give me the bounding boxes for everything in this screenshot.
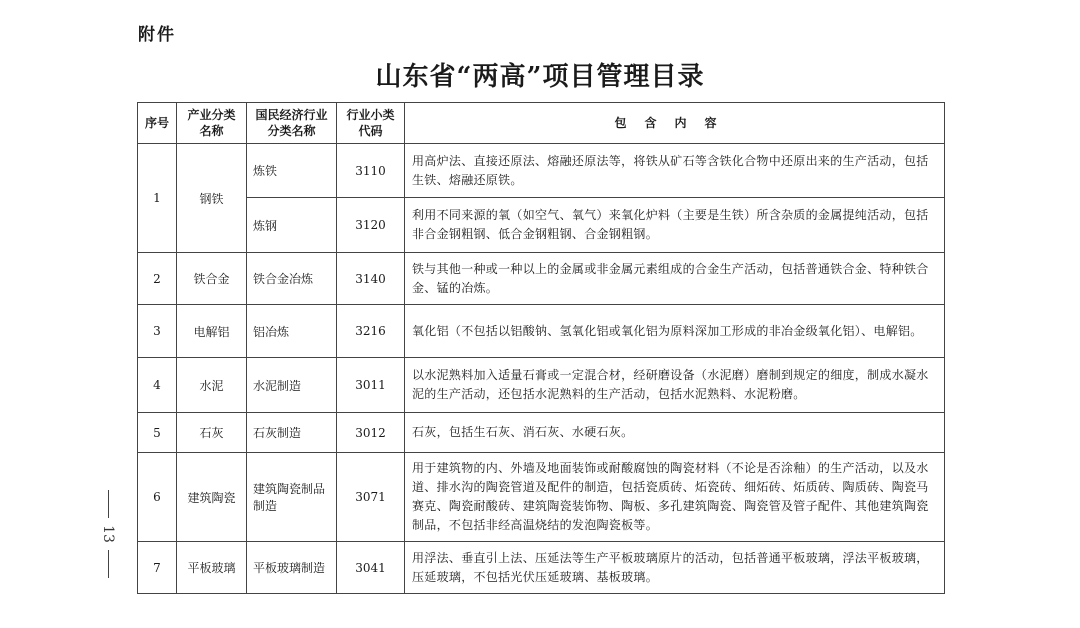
- page-number-text: 13: [99, 525, 116, 543]
- cell-category: 铁合金: [177, 253, 247, 305]
- header-content: [405, 103, 945, 144]
- cell-industry: 平板玻璃制造: [247, 542, 337, 594]
- cell-content: 用于建筑物的内、外墙及地面装饰或耐酸腐蚀的陶瓷材料（不论是否涂釉）的生产活动，以及水道、排水沟的陶瓷管道及配件的制造，包括瓷质砖、炻瓷砖、细炻砖、炻质砖、陶质砖、陶瓷马赛克、陶瓷耐酸砖、建筑陶瓷装饰物、陶板、多孔建筑陶瓷、陶瓷管及管子配件、其他建筑陶瓷制品，不包括非经高温烧结的发泡陶瓷板等。: [405, 453, 945, 542]
- cell-industry: 炼铁: [247, 144, 337, 198]
- cell-code: 3012: [337, 413, 405, 453]
- table-row: [138, 358, 945, 413]
- cell-code: 3011: [337, 358, 405, 413]
- cell-seq: 6: [138, 453, 177, 542]
- cell-industry: 水泥制造: [247, 358, 337, 413]
- cell-category: 电解铝: [177, 305, 247, 358]
- cell-code: 3041: [337, 542, 405, 594]
- cell-content: 利用不同来源的氧（如空气、氧气）来氧化炉料（主要是生铁）所含杂质的金属提纯活动，包括非合金钢粗钢、低合金钢粗钢、合金钢粗钢。: [405, 198, 945, 253]
- table-row: [138, 144, 945, 198]
- table-row: [138, 542, 945, 594]
- cell-industry: 铝冶炼: [247, 305, 337, 358]
- page-number: [96, 490, 120, 578]
- cell-code: 3140: [337, 253, 405, 305]
- cell-code: 3120: [337, 198, 405, 253]
- cell-content: 用高炉法、直接还原法、熔融还原法等，将铁从矿石等含铁化合物中还原出来的生产活动，包括生铁、熔融还原铁。: [405, 144, 945, 198]
- cell-industry: 建筑陶瓷制品制造: [247, 453, 337, 542]
- cell-category: 水泥: [177, 358, 247, 413]
- cell-code: 3216: [337, 305, 405, 358]
- cell-category: 钢铁: [177, 144, 247, 253]
- cell-industry: 石灰制造: [247, 413, 337, 453]
- header-seq: 序号: [138, 103, 177, 144]
- cell-code: 3110: [337, 144, 405, 198]
- document-title: 山东省“两高”项目管理目录: [375, 62, 705, 92]
- cell-seq: 2: [138, 253, 177, 305]
- cell-content: 氧化铝（不包括以铝酸钠、氢氧化铝或氧化铝为原料深加工形成的非冶金级氧化铝）、电解铝。: [405, 305, 945, 358]
- table-row: [138, 305, 945, 358]
- cell-seq: 4: [138, 358, 177, 413]
- project-catalog-table: [137, 102, 945, 594]
- cell-seq: 3: [138, 305, 177, 358]
- header-content-text: 包含内容: [614, 116, 735, 130]
- cell-industry: 炼钢: [247, 198, 337, 253]
- header-industry: 国民经济行业分类名称: [247, 103, 337, 144]
- attachment-label: 附件: [138, 25, 176, 45]
- cell-code: 3071: [337, 453, 405, 542]
- cell-content: 用浮法、垂直引上法、压延法等生产平板玻璃原片的活动，包括普通平板玻璃，浮法平板玻璃，压延玻璃，不包括光伏压延玻璃、基板玻璃。: [405, 542, 945, 594]
- cell-seq: 5: [138, 413, 177, 453]
- page-number-dash-bottom: [108, 550, 109, 578]
- table-row: [138, 413, 945, 453]
- table-row: [138, 253, 945, 305]
- cell-content: 铁与其他一种或一种以上的金属或非金属元素组成的合金生产活动，包括普通铁合金、特种铁合金、锰的冶炼。: [405, 253, 945, 305]
- cell-category: 平板玻璃: [177, 542, 247, 594]
- cell-seq: 7: [138, 542, 177, 594]
- page-number-dash-top: [108, 490, 109, 518]
- table-row: [138, 453, 945, 542]
- cell-content: 以水泥熟料加入适量石膏或一定混合材，经研磨设备（水泥磨）磨制到规定的细度，制成水凝水泥的生产活动，还包括水泥熟料的生产活动，包括水泥熟料、水泥粉磨。: [405, 358, 945, 413]
- cell-seq: 1: [138, 144, 177, 253]
- cell-category: 建筑陶瓷: [177, 453, 247, 542]
- header-category: 产业分类名称: [177, 103, 247, 144]
- table-row: [138, 198, 945, 253]
- table-header-row: [138, 103, 945, 144]
- cell-content: 石灰，包括生石灰、消石灰、水硬石灰。: [405, 413, 945, 453]
- header-code: 行业小类代码: [337, 103, 405, 144]
- cell-industry: 铁合金冶炼: [247, 253, 337, 305]
- cell-category: 石灰: [177, 413, 247, 453]
